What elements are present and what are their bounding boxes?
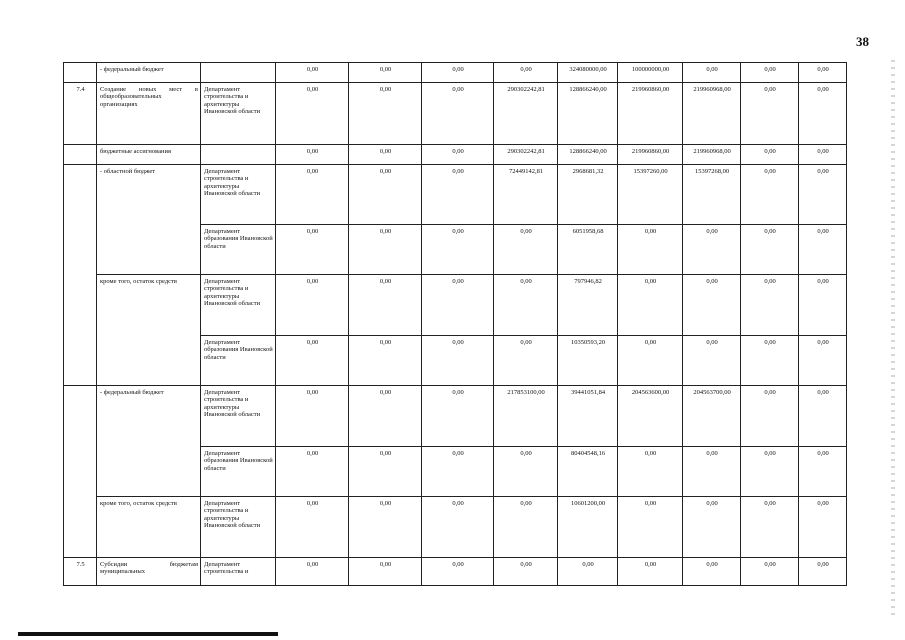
value-cell: 0,00 [799, 497, 847, 558]
value-cell: 219960860,00 [618, 83, 683, 145]
value-cell: 217853100,00 [494, 386, 558, 447]
value-cell: 0,00 [422, 165, 494, 225]
row-dept-cell: Департамент строительства и архитектуры Ивановской области [201, 165, 276, 225]
value-cell: 290302242,81 [494, 83, 558, 145]
row-name-cell: кроме того, остаток средств [97, 497, 201, 558]
value-cell: 0,00 [799, 145, 847, 165]
value-cell: 0,00 [276, 447, 349, 497]
row-dept-cell: Департамент строительства и архитектуры Ивановской области [201, 275, 276, 336]
value-cell: 0,00 [683, 63, 741, 83]
value-cell: 0,00 [741, 386, 799, 447]
value-cell: 0,00 [683, 497, 741, 558]
row-index-cell [64, 145, 97, 165]
value-cell: 0,00 [422, 225, 494, 275]
value-cell: 0,00 [799, 336, 847, 386]
value-cell: 0,00 [276, 558, 349, 586]
value-cell: 0,00 [276, 275, 349, 336]
value-cell: 0,00 [799, 63, 847, 83]
value-cell: 0,00 [558, 558, 618, 586]
value-cell: 0,00 [618, 275, 683, 336]
value-cell: 10601200,00 [558, 497, 618, 558]
value-cell: 15397268,00 [683, 165, 741, 225]
value-cell: 0,00 [741, 83, 799, 145]
value-cell: 0,00 [618, 336, 683, 386]
value-cell: 0,00 [276, 145, 349, 165]
row-name-cell: - федеральный бюджет [97, 386, 201, 497]
row-name-cell: бюджетные ассигнования [97, 145, 201, 165]
value-cell: 0,00 [618, 497, 683, 558]
value-cell: 0,00 [741, 558, 799, 586]
row-name-cell: Создание новых мест в общеобразовательных организациях [97, 83, 201, 145]
value-cell: 0,00 [422, 386, 494, 447]
value-cell: 324080000,00 [558, 63, 618, 83]
value-cell: 0,00 [422, 447, 494, 497]
value-cell: 290302242,81 [494, 145, 558, 165]
row-index-cell [64, 386, 97, 558]
value-cell: 15397260,00 [618, 165, 683, 225]
row-dept-cell: Департамент образования Ивановской области [201, 336, 276, 386]
budget-table [63, 62, 847, 586]
value-cell: 0,00 [799, 558, 847, 586]
value-cell: 219960968,00 [683, 83, 741, 145]
value-cell: 0,00 [422, 497, 494, 558]
value-cell: 0,00 [276, 63, 349, 83]
value-cell: 0,00 [349, 558, 422, 586]
table-row [64, 558, 847, 586]
row-dept-cell [201, 63, 276, 83]
table-row [64, 275, 847, 336]
value-cell: 0,00 [799, 83, 847, 145]
row-dept-cell: Департамент строительства и [201, 558, 276, 586]
value-cell: 219960860,00 [618, 145, 683, 165]
scan-bottom-bar [18, 632, 278, 636]
value-cell: 0,00 [276, 386, 349, 447]
row-dept-cell: Департамент строительства и архитектуры Ивановской области [201, 497, 276, 558]
table-row [64, 83, 847, 145]
value-cell: 0,00 [683, 225, 741, 275]
page-number: 38 [856, 34, 869, 49]
value-cell: 0,00 [276, 83, 349, 145]
value-cell: 0,00 [349, 275, 422, 336]
value-cell: 0,00 [683, 275, 741, 336]
value-cell: 0,00 [799, 447, 847, 497]
value-cell: 0,00 [741, 497, 799, 558]
value-cell: 6051958,68 [558, 225, 618, 275]
value-cell: 0,00 [276, 165, 349, 225]
value-cell: 0,00 [494, 225, 558, 275]
row-name-cell: - федеральный бюджет [97, 63, 201, 83]
value-cell: 0,00 [422, 63, 494, 83]
value-cell: 100000000,00 [618, 63, 683, 83]
value-cell: 0,00 [494, 497, 558, 558]
value-cell: 0,00 [349, 336, 422, 386]
value-cell: 0,00 [683, 558, 741, 586]
table-row [64, 165, 847, 225]
value-cell: 0,00 [741, 447, 799, 497]
value-cell: 0,00 [618, 447, 683, 497]
value-cell: 204563700,00 [683, 386, 741, 447]
value-cell: 0,00 [799, 165, 847, 225]
value-cell: 0,00 [741, 63, 799, 83]
value-cell: 0,00 [349, 447, 422, 497]
value-cell: 72449142,81 [494, 165, 558, 225]
row-dept-cell [201, 145, 276, 165]
value-cell: 0,00 [741, 145, 799, 165]
value-cell: 0,00 [683, 336, 741, 386]
value-cell: 0,00 [349, 497, 422, 558]
value-cell: 0,00 [422, 336, 494, 386]
row-index-cell: 7.5 [64, 558, 97, 586]
value-cell: 0,00 [494, 275, 558, 336]
row-index-cell [64, 165, 97, 386]
row-name-cell: - областной бюджет [97, 165, 201, 275]
value-cell: 0,00 [799, 386, 847, 447]
value-cell: 0,00 [276, 225, 349, 275]
value-cell: 0,00 [799, 225, 847, 275]
value-cell: 0,00 [349, 83, 422, 145]
value-cell: 0,00 [741, 336, 799, 386]
row-dept-cell: Департамент строительства и архитектуры Ивановской области [201, 83, 276, 145]
value-cell: 0,00 [349, 63, 422, 83]
value-cell: 0,00 [276, 497, 349, 558]
value-cell: 0,00 [349, 386, 422, 447]
value-cell: 0,00 [683, 447, 741, 497]
value-cell: 0,00 [276, 336, 349, 386]
row-index-cell: 7.4 [64, 83, 97, 145]
value-cell: 219960968,00 [683, 145, 741, 165]
value-cell: 10350593,20 [558, 336, 618, 386]
value-cell: 128866240,00 [558, 83, 618, 145]
value-cell: 0,00 [494, 447, 558, 497]
row-name-cell: Субсидии бюджетам муниципальных [97, 558, 201, 586]
value-cell: 0,00 [349, 165, 422, 225]
row-dept-cell: Департамент образования Ивановской области [201, 225, 276, 275]
value-cell: 0,00 [494, 63, 558, 83]
table-row [64, 386, 847, 447]
value-cell: 2968681,32 [558, 165, 618, 225]
scan-edge-marks [891, 60, 895, 620]
value-cell: 0,00 [741, 275, 799, 336]
table-row [64, 145, 847, 165]
table-row [64, 63, 847, 83]
value-cell: 0,00 [349, 145, 422, 165]
value-cell: 39441051,84 [558, 386, 618, 447]
row-dept-cell: Департамент образования Ивановской области [201, 447, 276, 497]
value-cell: 797946,82 [558, 275, 618, 336]
row-index-cell [64, 63, 97, 83]
row-name-cell: кроме того, остаток средств [97, 275, 201, 386]
row-dept-cell: Департамент строительства и архитектуры Ивановской области [201, 386, 276, 447]
value-cell: 0,00 [741, 165, 799, 225]
value-cell: 0,00 [741, 225, 799, 275]
value-cell: 0,00 [494, 336, 558, 386]
value-cell: 0,00 [799, 275, 847, 336]
value-cell: 0,00 [618, 558, 683, 586]
value-cell: 0,00 [422, 145, 494, 165]
value-cell: 0,00 [349, 225, 422, 275]
value-cell: 80404548,16 [558, 447, 618, 497]
table-row [64, 497, 847, 558]
value-cell: 128866240,00 [558, 145, 618, 165]
value-cell: 0,00 [422, 558, 494, 586]
value-cell: 0,00 [422, 83, 494, 145]
value-cell: 204563600,00 [618, 386, 683, 447]
value-cell: 0,00 [618, 225, 683, 275]
value-cell: 0,00 [422, 275, 494, 336]
value-cell: 0,00 [494, 558, 558, 586]
